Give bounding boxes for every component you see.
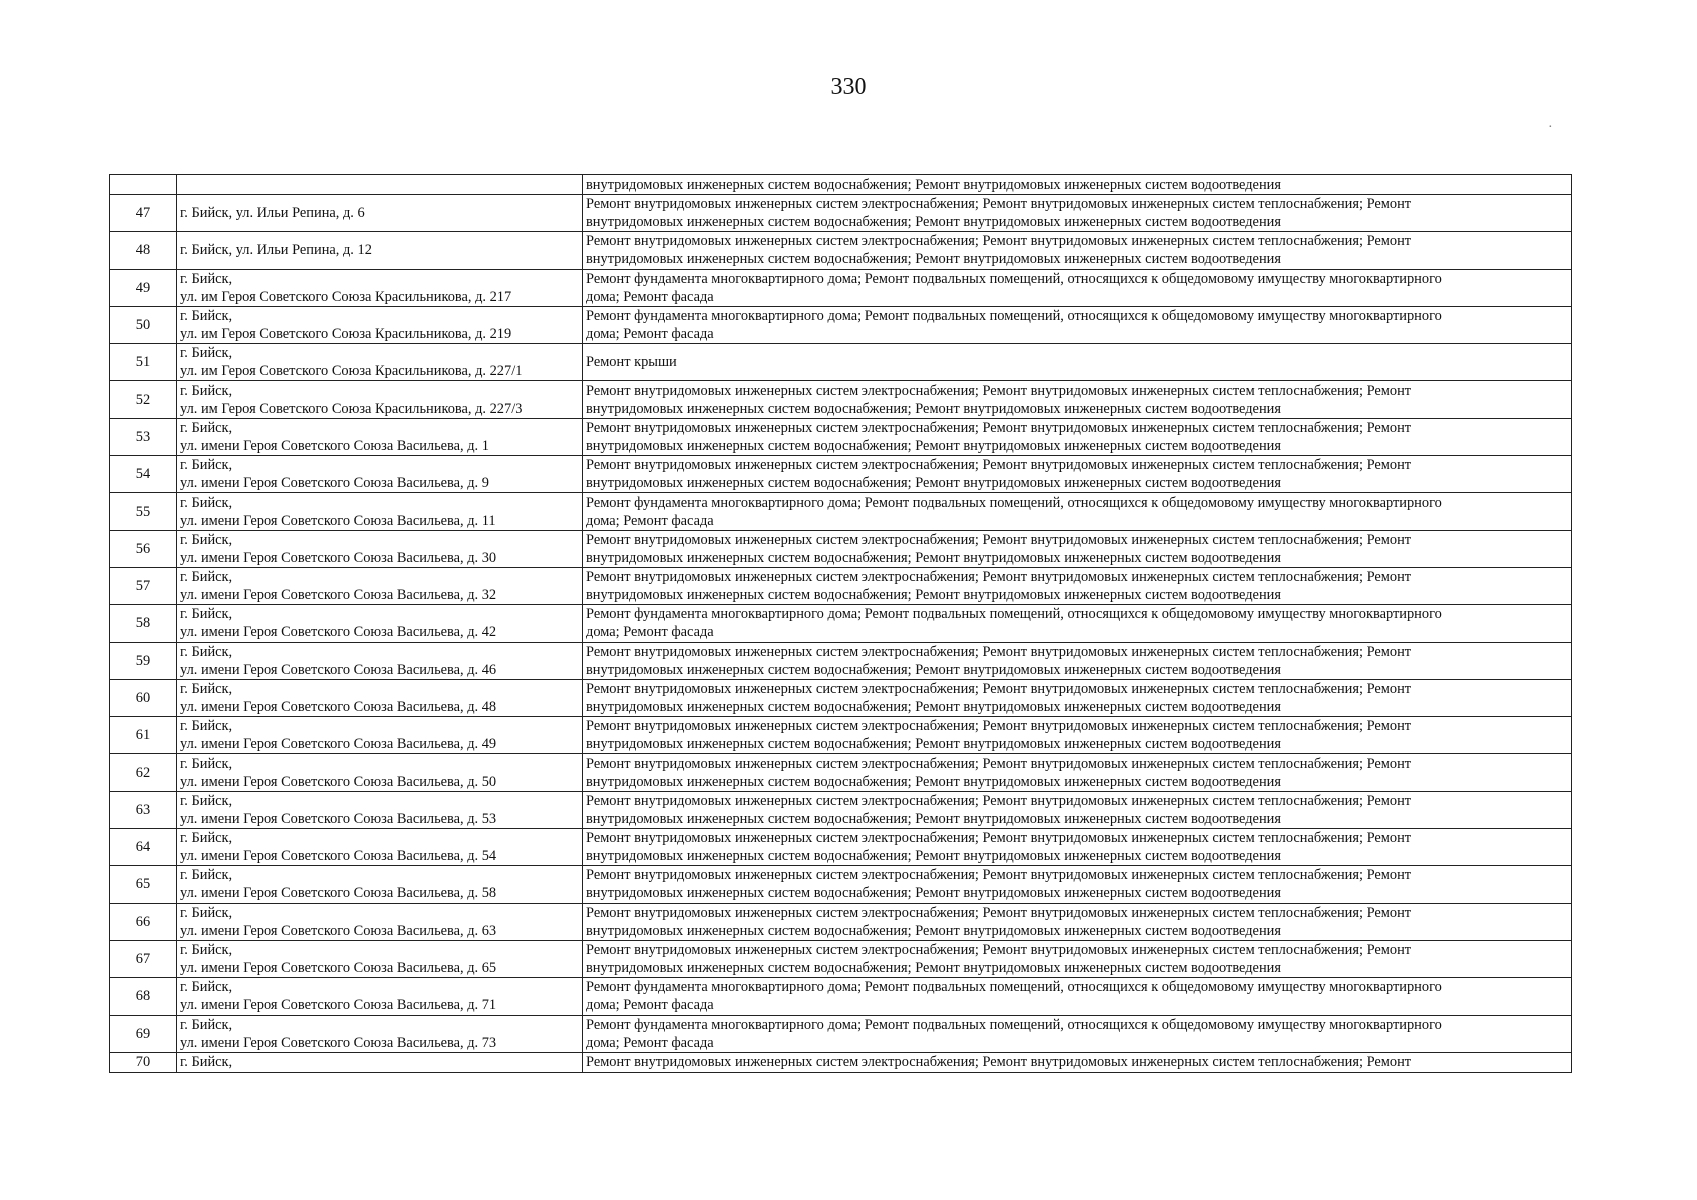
address-line: ул. имени Героя Советского Союза Васильева, д. 50 xyxy=(180,773,497,790)
row-number: 63 xyxy=(110,791,177,828)
works-cell xyxy=(583,642,1572,679)
row-number: 50 xyxy=(110,306,177,343)
works-cell xyxy=(583,940,1572,977)
works-line: Ремонт внутридомовых инженерных систем электроснабжения; Ремонт внутридомовых инженерных систем теплоснабжения; Ремонт xyxy=(586,196,1412,213)
works-line: Ремонт внутридомовых инженерных систем электроснабжения; Ремонт внутридомовых инженерных систем теплоснабжения; Ремонт xyxy=(586,755,1412,772)
address-line: ул. им Героя Советского Союза Красильникова, д. 219 xyxy=(180,326,512,343)
row-number: 51 xyxy=(110,344,177,381)
row-number: 61 xyxy=(110,717,177,754)
row-number: 67 xyxy=(110,940,177,977)
table-row xyxy=(110,195,1572,232)
address-cell xyxy=(177,1015,583,1052)
works-line: Ремонт внутридомовых инженерных систем электроснабжения; Ремонт внутридомовых инженерных систем теплоснабжения; Ремонт xyxy=(586,867,1412,884)
address-line: г. Бийск, xyxy=(180,345,233,362)
works-cell xyxy=(583,530,1572,567)
address-line: г. Бийск, xyxy=(180,1016,233,1033)
works-cell xyxy=(583,269,1572,306)
row-number: 60 xyxy=(110,679,177,716)
works-cell xyxy=(583,791,1572,828)
works-line: дома; Ремонт фасада xyxy=(586,288,714,305)
address-line: г. Бийск, ул. Ильи Репина, д. 12 xyxy=(180,242,372,259)
address-cell xyxy=(177,717,583,754)
address-cell xyxy=(177,232,583,269)
works-line: внутридомовых инженерных систем водоснабжения; Ремонт внутридомовых инженерных систем водоотведения xyxy=(586,549,1281,566)
address-cell xyxy=(177,530,583,567)
row-number: 53 xyxy=(110,418,177,455)
works-cell xyxy=(583,829,1572,866)
address-cell xyxy=(177,418,583,455)
address-cell xyxy=(177,754,583,791)
address-line: г. Бийск, xyxy=(180,270,233,287)
works-line: Ремонт внутридомовых инженерных систем электроснабжения; Ремонт внутридомовых инженерных систем теплоснабжения; Ремонт xyxy=(586,457,1412,474)
address-cell xyxy=(177,269,583,306)
table-row xyxy=(110,978,1572,1015)
table-row xyxy=(110,866,1572,903)
works-cell xyxy=(583,978,1572,1015)
row-number: 69 xyxy=(110,1015,177,1052)
address-cell xyxy=(177,175,583,195)
address-cell xyxy=(177,605,583,642)
works-cell xyxy=(583,195,1572,232)
address-line: ул. имени Героя Советского Союза Васильева, д. 42 xyxy=(180,624,497,641)
row-number: 54 xyxy=(110,456,177,493)
table-row xyxy=(110,717,1572,754)
table-row xyxy=(110,306,1572,343)
address-line: ул. имени Героя Советского Союза Васильева, д. 58 xyxy=(180,885,497,902)
address-line: г. Бийск, xyxy=(180,531,233,548)
address-line: г. Бийск, xyxy=(180,681,233,697)
works-line: внутридомовых инженерных систем водоснабжения; Ремонт внутридомовых инженерных систем водоотведения xyxy=(586,587,1281,604)
works-line: внутридомовых инженерных систем водоснабжения; Ремонт внутридомовых инженерных систем водоотведения xyxy=(586,251,1281,268)
works-line: внутридомовых инженерных систем водоснабжения; Ремонт внутридомовых инженерных систем водоотведения xyxy=(586,848,1281,865)
address-cell xyxy=(177,306,583,343)
works-line: внутридомовых инженерных систем водоснабжения; Ремонт внутридомовых инженерных систем водоотведения xyxy=(586,176,1281,193)
table-row xyxy=(110,418,1572,455)
address-cell xyxy=(177,344,583,381)
table-row xyxy=(110,829,1572,866)
works-line: внутридомовых инженерных систем водоснабжения; Ремонт внутридомовых инженерных систем водоотведения xyxy=(586,773,1281,790)
row-number: 48 xyxy=(110,232,177,269)
address-line: ул. имени Героя Советского Союза Васильева, д. 1 xyxy=(180,437,489,454)
works-line: дома; Ремонт фасада xyxy=(586,1034,714,1051)
address-cell xyxy=(177,903,583,940)
row-number: 59 xyxy=(110,642,177,679)
row-number: 56 xyxy=(110,530,177,567)
address-line: г. Бийск, xyxy=(180,494,233,511)
works-line: внутридомовых инженерных систем водоснабжения; Ремонт внутридомовых инженерных систем водоотведения xyxy=(586,810,1281,827)
address-line: г. Бийск, xyxy=(180,457,233,474)
works-line: Ремонт внутридомовых инженерных систем электроснабжения; Ремонт внутридомовых инженерных систем теплоснабжения; Ремонт xyxy=(586,569,1412,586)
table-row xyxy=(110,456,1572,493)
works-line: Ремонт внутридомовых инженерных систем электроснабжения; Ремонт внутридомовых инженерных систем теплоснабжения; Ремонт xyxy=(586,643,1412,660)
row-number: 58 xyxy=(110,605,177,642)
table-row xyxy=(110,344,1572,381)
address-cell xyxy=(177,866,583,903)
address-cell xyxy=(177,978,583,1015)
works-line: внутридомовых инженерных систем водоснабжения; Ремонт внутридомовых инженерных систем водоотведения xyxy=(586,400,1281,417)
works-cell xyxy=(583,344,1572,381)
works-line: внутридомовых инженерных систем водоснабжения; Ремонт внутридомовых инженерных систем водоотведения xyxy=(586,475,1281,492)
works-line: Ремонт фундамента многоквартирного дома; Ремонт подвальных помещений, относящихся к общедомовому имуществу многоквартирного xyxy=(586,494,1442,511)
address-line: г. Бийск, xyxy=(180,904,233,921)
address-line: ул. им Героя Советского Союза Красильникова, д. 227/3 xyxy=(180,400,523,417)
address-line: ул. имени Героя Советского Союза Васильева, д. 53 xyxy=(180,810,497,827)
address-cell xyxy=(177,381,583,418)
address-line: ул. имени Героя Советского Союза Васильева, д. 73 xyxy=(180,1034,497,1051)
table-row xyxy=(110,679,1572,716)
works-line: внутридомовых инженерных систем водоснабжения; Ремонт внутридомовых инженерных систем водоотведения xyxy=(586,736,1281,753)
address-cell xyxy=(177,493,583,530)
table-row xyxy=(110,493,1572,530)
works-cell xyxy=(583,717,1572,754)
scan-speck: · xyxy=(1548,120,1553,135)
address-line: г. Бийск, xyxy=(180,308,233,325)
table-row xyxy=(110,567,1572,604)
table-body xyxy=(110,175,1572,1073)
row-number: 47 xyxy=(110,195,177,232)
works-line: внутридомовых инженерных систем водоснабжения; Ремонт внутридомовых инженерных систем водоотведения xyxy=(586,214,1281,231)
works-line: Ремонт внутридомовых инженерных систем электроснабжения; Ремонт внутридомовых инженерных систем теплоснабжения; Ремонт xyxy=(586,942,1412,959)
table-row xyxy=(110,1052,1572,1072)
works-line: Ремонт фундамента многоквартирного дома; Ремонт подвальных помещений, относящихся к общедомовому имуществу многоквартирного xyxy=(586,270,1442,287)
table-row xyxy=(110,642,1572,679)
address-line: ул. имени Героя Советского Союза Васильева, д. 65 xyxy=(180,960,497,977)
works-line: дома; Ремонт фасада xyxy=(586,326,714,343)
row-number: 65 xyxy=(110,866,177,903)
row-number xyxy=(110,175,177,195)
works-line: внутридомовых инженерных систем водоснабжения; Ремонт внутридомовых инженерных систем водоотведения xyxy=(586,960,1281,977)
table-row xyxy=(110,791,1572,828)
works-cell xyxy=(583,232,1572,269)
address-line: ул. имени Героя Советского Союза Васильева, д. 11 xyxy=(180,512,496,529)
table-row xyxy=(110,1015,1572,1052)
address-line: г. Бийск, xyxy=(180,867,233,884)
address-cell xyxy=(177,1052,583,1072)
row-number: 64 xyxy=(110,829,177,866)
works-line: Ремонт внутридомовых инженерных систем электроснабжения; Ремонт внутридомовых инженерных систем теплоснабжения; Ремонт xyxy=(586,792,1412,809)
table-row xyxy=(110,381,1572,418)
works-line: Ремонт внутридомовых инженерных систем электроснабжения; Ремонт внутридомовых инженерных систем теплоснабжения; Ремонт xyxy=(586,1054,1412,1071)
row-number: 57 xyxy=(110,567,177,604)
works-cell xyxy=(583,175,1572,195)
works-cell xyxy=(583,754,1572,791)
works-line: Ремонт внутридомовых инженерных систем электроснабжения; Ремонт внутридомовых инженерных систем теплоснабжения; Ремонт xyxy=(586,419,1412,436)
works-line: внутридомовых инженерных систем водоснабжения; Ремонт внутридомовых инженерных систем водоотведения xyxy=(586,437,1281,454)
address-line: ул. имени Героя Советского Союза Васильева, д. 63 xyxy=(180,922,497,939)
address-cell xyxy=(177,456,583,493)
table-row xyxy=(110,903,1572,940)
works-line: Ремонт внутридомовых инженерных систем электроснабжения; Ремонт внутридомовых инженерных систем теплоснабжения; Ремонт xyxy=(586,904,1412,921)
works-line: Ремонт фундамента многоквартирного дома; Ремонт подвальных помещений, относящихся к общедомовому имуществу многоквартирного xyxy=(586,308,1442,325)
works-line: Ремонт внутридомовых инженерных систем электроснабжения; Ремонт внутридомовых инженерных систем теплоснабжения; Ремонт xyxy=(586,681,1412,697)
address-cell xyxy=(177,791,583,828)
row-number: 62 xyxy=(110,754,177,791)
address-line: ул. имени Героя Советского Союза Васильева, д. 32 xyxy=(180,587,497,604)
row-number: 70 xyxy=(110,1052,177,1072)
address-line: г. Бийск, ул. Ильи Репина, д. 6 xyxy=(180,205,365,222)
address-cell xyxy=(177,829,583,866)
address-line: г. Бийск, xyxy=(180,718,233,735)
address-cell xyxy=(177,642,583,679)
row-number: 52 xyxy=(110,381,177,418)
table-row xyxy=(110,530,1572,567)
address-line: ул. им Героя Советского Союза Красильникова, д. 227/1 xyxy=(180,363,523,380)
works-line: Ремонт фундамента многоквартирного дома; Ремонт подвальных помещений, относящихся к общедомовому имуществу многоквартирного xyxy=(586,979,1442,996)
address-line: ул. им Героя Советского Союза Красильникова, д. 217 xyxy=(180,288,512,305)
table-row xyxy=(110,940,1572,977)
works-line: внутридомовых инженерных систем водоснабжения; Ремонт внутридомовых инженерных систем водоотведения xyxy=(586,922,1281,939)
works-cell xyxy=(583,418,1572,455)
works-line: дома; Ремонт фасада xyxy=(586,997,714,1014)
works-line: внутридомовых инженерных систем водоснабжения; Ремонт внутридомовых инженерных систем водоотведения xyxy=(586,661,1281,678)
works-cell xyxy=(583,1015,1572,1052)
address-line: г. Бийск, xyxy=(180,792,233,809)
works-line: внутридомовых инженерных систем водоснабжения; Ремонт внутридомовых инженерных систем водоотведения xyxy=(586,699,1281,715)
works-line: внутридомовых инженерных систем водоснабжения; Ремонт внутридомовых инженерных систем водоотведения xyxy=(586,885,1281,902)
works-line: дома; Ремонт фасада xyxy=(586,624,714,641)
works-line: Ремонт внутридомовых инженерных систем электроснабжения; Ремонт внутридомовых инженерных систем теплоснабжения; Ремонт xyxy=(586,718,1412,735)
table-row xyxy=(110,605,1572,642)
address-cell xyxy=(177,567,583,604)
address-line: ул. имени Героя Советского Союза Васильева, д. 71 xyxy=(180,997,497,1014)
address-line: г. Бийск, xyxy=(180,755,233,772)
works-line: Ремонт крыши xyxy=(586,354,677,371)
works-line: Ремонт внутридомовых инженерных систем электроснабжения; Ремонт внутридомовых инженерных систем теплоснабжения; Ремонт xyxy=(586,531,1412,548)
works-cell xyxy=(583,456,1572,493)
page-number: 330 xyxy=(830,74,867,100)
works-cell xyxy=(583,679,1572,716)
works-cell xyxy=(583,903,1572,940)
row-number: 49 xyxy=(110,269,177,306)
works-cell xyxy=(583,866,1572,903)
address-line: ул. имени Героя Советского Союза Васильева, д. 9 xyxy=(180,475,489,492)
works-cell xyxy=(583,306,1572,343)
table-row xyxy=(110,269,1572,306)
works-cell xyxy=(583,605,1572,642)
address-cell xyxy=(177,679,583,716)
row-number: 68 xyxy=(110,978,177,1015)
address-line: г. Бийск, xyxy=(180,1054,233,1071)
works-line: Ремонт внутридомовых инженерных систем электроснабжения; Ремонт внутридомовых инженерных систем теплоснабжения; Ремонт xyxy=(586,382,1412,399)
address-cell xyxy=(177,940,583,977)
repair-works-table xyxy=(109,174,1572,1073)
address-line: г. Бийск, xyxy=(180,569,233,586)
address-line: г. Бийск, xyxy=(180,830,233,847)
works-cell xyxy=(583,381,1572,418)
works-cell xyxy=(583,567,1572,604)
address-line: ул. имени Героя Советского Союза Васильева, д. 46 xyxy=(180,661,497,678)
address-line: ул. имени Героя Советского Союза Васильева, д. 49 xyxy=(180,736,497,753)
address-line: г. Бийск, xyxy=(180,606,233,623)
works-line: Ремонт фундамента многоквартирного дома; Ремонт подвальных помещений, относящихся к общедомовому имуществу многоквартирного xyxy=(586,606,1442,623)
address-line: г. Бийск, xyxy=(180,419,233,436)
row-number: 66 xyxy=(110,903,177,940)
works-line: Ремонт фундамента многоквартирного дома; Ремонт подвальных помещений, относящихся к общедомовому имуществу многоквартирного xyxy=(586,1016,1442,1033)
table-row xyxy=(110,232,1572,269)
works-cell xyxy=(583,493,1572,530)
works-line: Ремонт внутридомовых инженерных систем электроснабжения; Ремонт внутридомовых инженерных систем теплоснабжения; Ремонт xyxy=(586,233,1412,250)
address-line: г. Бийск, xyxy=(180,643,233,660)
address-line: г. Бийск, xyxy=(180,382,233,399)
works-line: дома; Ремонт фасада xyxy=(586,512,714,529)
address-cell xyxy=(177,195,583,232)
row-number: 55 xyxy=(110,493,177,530)
works-cell xyxy=(583,1052,1572,1072)
address-line: ул. имени Героя Советского Союза Васильева, д. 48 xyxy=(180,699,497,715)
address-line: г. Бийск, xyxy=(180,979,233,996)
table-row xyxy=(110,175,1572,195)
address-line: ул. имени Героя Советского Союза Васильева, д. 30 xyxy=(180,549,497,566)
address-line: г. Бийск, xyxy=(180,942,233,959)
table-row xyxy=(110,754,1572,791)
address-line: ул. имени Героя Советского Союза Васильева, д. 54 xyxy=(180,848,497,865)
works-line: Ремонт внутридомовых инженерных систем электроснабжения; Ремонт внутридомовых инженерных систем теплоснабжения; Ремонт xyxy=(586,830,1412,847)
